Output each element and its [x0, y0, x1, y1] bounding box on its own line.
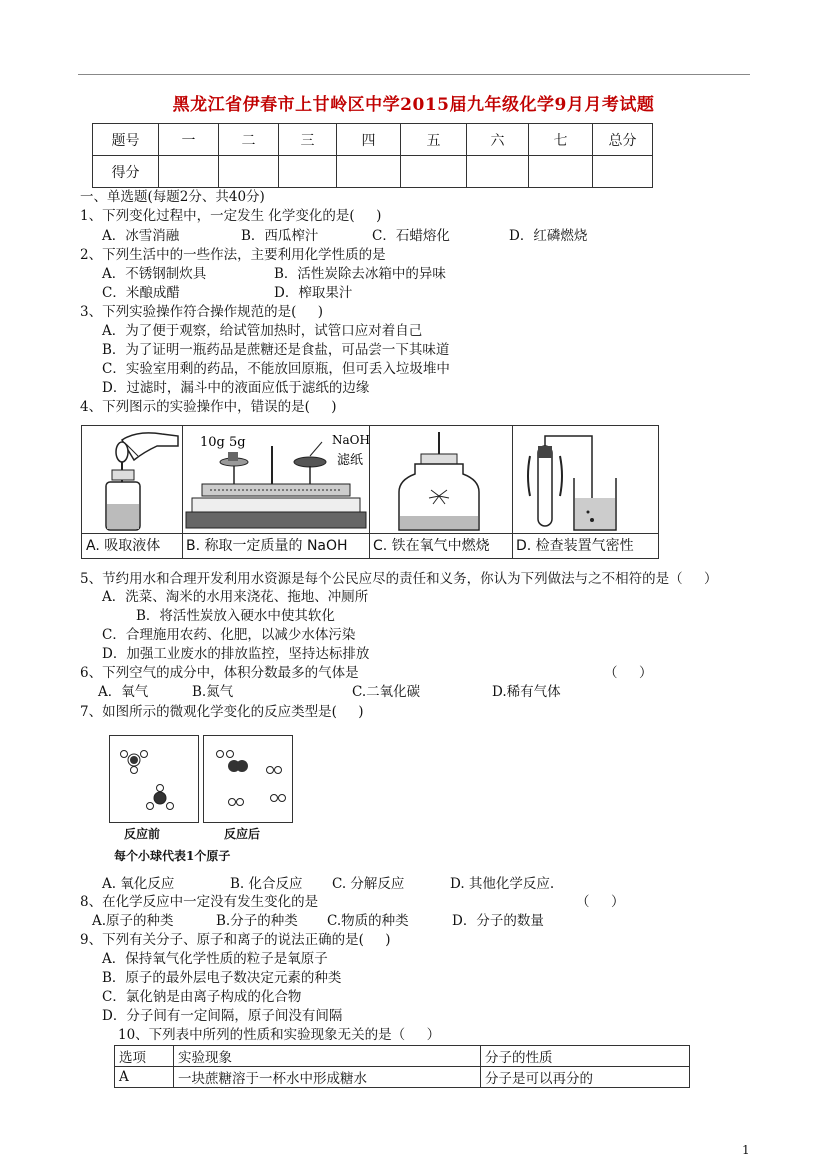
naoh-label: NaOH	[332, 433, 369, 447]
filter-paper-label: 滤纸	[337, 453, 364, 468]
score-cell	[337, 156, 401, 188]
weights-label: 10g 5g	[200, 435, 246, 450]
q3-option-c: C．实验室用剩的药品，不能放回原瓶，但可丢入垃圾堆中	[102, 361, 450, 377]
score-row-label: 得分	[93, 156, 159, 188]
q10-header-cell: 分子的性质	[481, 1046, 690, 1067]
score-cell	[159, 156, 219, 188]
q5-stem: 5、节约用水和合理开发利用水资源是每个公民应尽的责任和义务，你认为下列做法与之不相符的是（ ）	[80, 571, 718, 587]
q9-option-a: A．保持氧气化学性质的粒子是氧原子	[102, 951, 328, 967]
reaction-after-box	[203, 735, 293, 823]
score-cell	[401, 156, 467, 188]
q9-option-d: D．分子间有一定间隔，原子间没有间隔	[102, 1008, 343, 1024]
score-header-cell: 一	[159, 124, 219, 156]
q5-option-a: A．洗菜、淘米的水用来浇花、拖地、冲厕所	[102, 589, 369, 605]
q4-stem: 4、下列图示的实验操作中，错误的是( )	[80, 399, 337, 415]
q7-option-b: B. 化合反应	[230, 876, 303, 892]
score-header-cell: 四	[337, 124, 401, 156]
q10-cell: 分子是可以再分的	[481, 1067, 690, 1088]
airtightness-illustration	[512, 426, 658, 534]
q3-stem: 3、下列实验操作符合操作规范的是( )	[80, 304, 324, 320]
q8-option-c: C.物质的种类	[327, 913, 409, 929]
score-header-cell: 总分	[593, 124, 653, 156]
q8-option-b: B.分子的种类	[216, 913, 298, 929]
q2-option-c: C．米酿成醋	[102, 285, 180, 301]
q8-option-d: D．分子的数量	[452, 913, 544, 929]
q3-option-d: D．过滤时，漏斗中的液面应低于滤纸的边缘	[102, 380, 370, 396]
q4-cell-a	[82, 426, 183, 558]
q3-option-a: A．为了便于观察，给试管加热时，试管口应对着自己	[102, 323, 423, 339]
q4-caption-a: A. 吸取液体	[82, 533, 182, 558]
q7-option-d: D. 其他化学反应.	[450, 876, 555, 892]
q10-cell: A	[115, 1067, 174, 1088]
reaction-before-label: 反应前	[124, 827, 161, 841]
q2-option-b: B．活性炭除去冰箱中的异味	[274, 266, 446, 282]
score-header-cell: 五	[401, 124, 467, 156]
q6-option-b: B.氮气	[192, 684, 234, 700]
score-header-cell: 六	[467, 124, 529, 156]
q7-option-c: C. 分解反应	[332, 876, 405, 892]
q4-caption-c: C. 铁在氧气中燃烧	[369, 533, 512, 558]
q10-header-cell: 实验现象	[174, 1046, 481, 1067]
score-cell	[529, 156, 593, 188]
q6-stem: 6、下列空气的成分中，体积分数最多的气体是	[80, 665, 359, 681]
score-cell	[467, 156, 529, 188]
q6-option-a: A．氧气	[98, 684, 149, 700]
q4-cell-c	[369, 426, 513, 558]
q3-option-b: B．为了证明一瓶药品是蔗糖还是食盐，可品尝一下其味道	[102, 342, 450, 358]
score-header-cell: 七	[529, 124, 593, 156]
q1-option-c: C．石蜡熔化	[372, 228, 450, 244]
top-rule	[78, 74, 750, 75]
q10-cell: 一块蔗糖溶于一杯水中形成糖水	[174, 1067, 481, 1088]
table-row	[115, 1067, 690, 1088]
page-number: 1	[742, 1143, 750, 1157]
q1-option-b: B．西瓜榨汁	[241, 228, 319, 244]
q4-caption-d: D. 检查装置气密性	[512, 533, 658, 558]
score-cell	[219, 156, 279, 188]
reaction-before-box	[109, 735, 199, 823]
q10-header-cell: 选项	[115, 1046, 174, 1067]
q10-header-row	[115, 1046, 690, 1067]
q9-stem: 9、下列有关分子、原子和离子的说法正确的是( )	[80, 932, 391, 948]
q6-option-d: D.稀有气体	[492, 684, 561, 700]
q4-cell-d	[512, 426, 658, 558]
q4-figure	[81, 425, 659, 559]
score-row	[93, 156, 653, 188]
q2-option-a: A．不锈钢制炊具	[102, 266, 207, 282]
score-header-row	[93, 124, 653, 156]
q9-option-b: B．原子的最外层电子数决定元素的种类	[102, 970, 342, 986]
balance-illustration	[182, 426, 369, 534]
molecules-before	[110, 736, 198, 822]
q2-option-d: D．榨取果汁	[274, 285, 353, 301]
dropper-illustration	[82, 426, 182, 534]
q5-option-d: D．加强工业废水的排放监控，坚持达标排放	[102, 646, 370, 662]
q8-stem: 8、在化学反应中一定没有发生变化的是	[80, 894, 319, 910]
q8-answer-paren: （ ）	[576, 894, 625, 910]
q10-stem: 10、下列表中所列的性质和实验现象无关的是（ ）	[118, 1027, 441, 1043]
q5-option-b: B．将活性炭放入硬水中使其软化	[136, 608, 335, 624]
q7-option-a: A. 氧化反应	[102, 876, 175, 892]
iron-burning-illustration	[369, 426, 512, 534]
q1-option-d: D．红磷燃烧	[509, 228, 588, 244]
q9-option-c: C．氯化钠是由离子构成的化合物	[102, 989, 302, 1005]
q8-option-a: A.原子的种类	[92, 913, 174, 929]
score-table	[92, 123, 653, 188]
q6-option-c: C.二氧化碳	[352, 684, 421, 700]
score-cell	[279, 156, 337, 188]
q7-stem: 7、如图所示的微观化学变化的反应类型是( )	[80, 704, 364, 720]
score-cell	[593, 156, 653, 188]
reaction-after-label: 反应后	[224, 827, 261, 841]
q1-stem: 1、下列变化过程中，一定发生 化学变化的是( )	[80, 208, 382, 224]
q10-table	[114, 1045, 690, 1088]
q6-answer-paren: （ ）	[604, 665, 653, 681]
q4-cell-b	[182, 426, 370, 558]
molecules-after	[204, 736, 292, 822]
q5-option-c: C．合理施用农药、化肥，以减少水体污染	[102, 627, 356, 643]
q1-option-a: A．冰雪消融	[102, 228, 180, 244]
score-header-cell: 题号	[93, 124, 159, 156]
section-heading: 一、单选题(每题2分、共40分)	[80, 189, 265, 205]
reaction-note: 每个小球代表1个原子	[114, 849, 231, 863]
score-header-cell: 二	[219, 124, 279, 156]
q2-stem: 2、下列生活中的一些作法，主要利用化学性质的是	[80, 247, 386, 263]
q4-caption-b: B. 称取一定质量的 NaOH	[182, 533, 369, 558]
page-title: 黑龙江省伊春市上甘岭区中学2015届九年级化学9月月考试题	[172, 95, 655, 115]
score-header-cell: 三	[279, 124, 337, 156]
